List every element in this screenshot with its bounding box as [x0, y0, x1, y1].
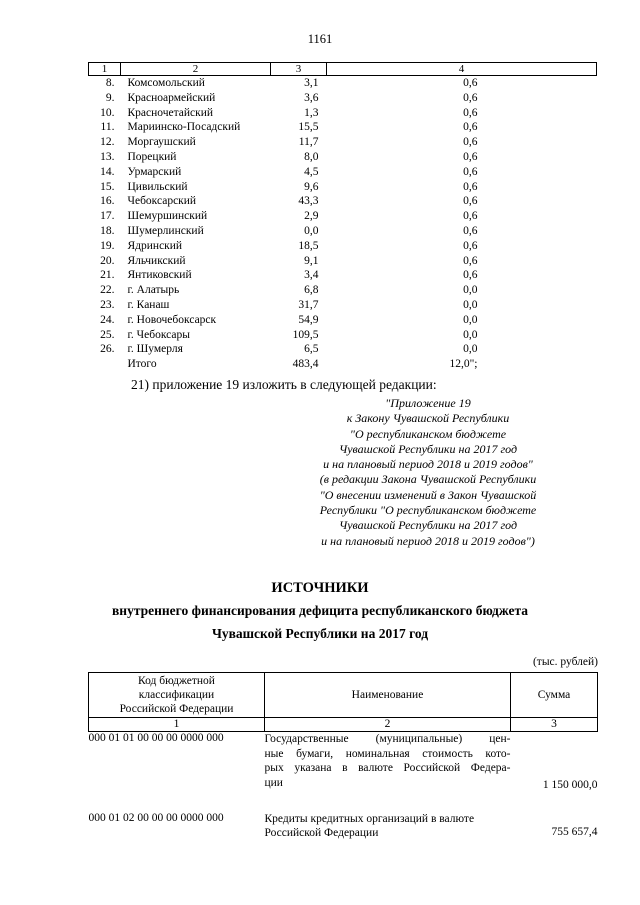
row-number: 25.	[100, 328, 115, 341]
column-number-2: 2	[265, 718, 511, 732]
source-name-line: Российской Федерации	[264, 827, 379, 839]
row-value: 15,5	[298, 121, 319, 134]
distribution-table	[88, 62, 597, 372]
source-name-line: рых указана в валюте Российской Федера-	[264, 762, 511, 774]
row-share: 0,6	[463, 269, 478, 282]
amount: 1 150 000,0	[542, 778, 598, 791]
row-value: 3,6	[304, 91, 319, 104]
row-value: 54,9	[298, 313, 319, 326]
row-value: 3,1	[304, 77, 319, 89]
table-row	[89, 328, 597, 343]
municipality-name: Мариинско-Посадский	[127, 121, 241, 134]
appendix-header	[268, 396, 588, 549]
municipality-name: Цивильский	[127, 180, 188, 193]
row-share: 0,6	[463, 106, 478, 119]
source-name-line: Кредиты кредитных организаций в валюте	[264, 812, 475, 825]
row-number	[89, 357, 121, 372]
row-number: 10.	[100, 106, 115, 119]
document-title: ИСТОЧНИКИ	[271, 580, 369, 596]
appendix-line: и на плановый период 2018 и 2019 годов")	[321, 533, 535, 548]
row-share: 0,6	[463, 136, 478, 149]
municipality-name: г. Шумерля	[127, 343, 183, 356]
municipality-name: Яльчикский	[127, 254, 186, 267]
row-value: 11,7	[298, 136, 319, 149]
municipality-name: Красночетайский	[127, 106, 214, 119]
source-name-line: Государственные (муниципальные) цен-	[264, 733, 511, 745]
table-row	[89, 91, 597, 106]
table-row	[89, 268, 597, 283]
row-value: 8,0	[304, 150, 319, 163]
table-row	[89, 194, 597, 209]
financing-sources-table	[88, 672, 598, 841]
column-number-row	[89, 718, 598, 732]
row-value: 483,4	[292, 358, 319, 371]
column-header-2: 2	[121, 63, 271, 76]
row-value: 43,3	[298, 195, 319, 208]
table-row	[89, 254, 597, 269]
row-share: 0,6	[463, 254, 478, 267]
table-row	[89, 209, 597, 224]
source-name-line: ные бумаги, номинальная стоимость кото-	[264, 747, 511, 760]
table-header-row	[89, 673, 598, 718]
sum-column-header: Сумма	[511, 673, 598, 718]
row-share: 0,0	[463, 313, 478, 326]
table-row	[89, 106, 597, 121]
municipality-name: Янтиковский	[127, 269, 192, 282]
row-number: 22.	[100, 284, 115, 297]
table-row	[89, 224, 597, 239]
source-name-line: ции	[264, 776, 283, 789]
municipality-name: Шемуршинский	[127, 210, 208, 223]
table-row	[89, 76, 597, 91]
row-share: 0,6	[463, 91, 478, 104]
row-value: 109,5	[292, 328, 319, 341]
table-body	[89, 732, 598, 841]
appendix-line: "О внесении изменений в Закон Чувашской	[319, 487, 537, 502]
municipality-name: г. Новочебоксарск	[127, 313, 217, 326]
column-header-1: 1	[89, 63, 121, 76]
document-subtitle: внутреннего финансирования дефицита республиканского бюджета	[112, 603, 528, 618]
municipality-name: Урмарский	[127, 165, 182, 178]
row-share: 0,6	[463, 195, 478, 208]
units-note: (тыс. рублей)	[532, 656, 598, 668]
row-value: 3,4	[304, 269, 319, 282]
municipality-name: Шумерлинский	[127, 224, 204, 237]
amount: 755 657,4	[551, 826, 598, 838]
municipality-name: г. Канаш	[127, 298, 170, 311]
row-value: 6,5	[304, 343, 319, 356]
row-number: 13.	[100, 150, 115, 163]
row-number: 15.	[100, 180, 115, 193]
row-number: 14.	[100, 165, 115, 178]
document-subtitle-2: Чувашской Республики на 2017 год	[211, 626, 429, 641]
row-value: 9,1	[304, 254, 319, 267]
row-share: 0,6	[463, 210, 478, 223]
table-row	[89, 342, 597, 357]
table-row	[89, 732, 598, 791]
table-row	[89, 180, 597, 195]
table-row	[89, 120, 597, 135]
table-header-row	[89, 63, 597, 76]
row-value: 1,3	[304, 106, 319, 119]
municipality-name: Ядринский	[127, 239, 183, 252]
row-value: 0,0	[304, 224, 319, 237]
table-row	[89, 357, 597, 372]
row-share: 0,0	[463, 284, 478, 297]
row-share: 0,0	[463, 328, 478, 341]
table-row	[89, 283, 597, 298]
source-name	[265, 791, 511, 841]
row-share: 0,6	[463, 150, 478, 163]
municipality-name: Чебоксарский	[127, 195, 197, 208]
row-number: 18.	[100, 224, 115, 237]
code-column-header: Код бюджетной классификации Российской Федерации	[89, 673, 265, 718]
row-number: 8.	[105, 77, 115, 89]
row-number: 16.	[100, 195, 115, 208]
row-value: 31,7	[298, 298, 319, 311]
municipality-name: г. Чебоксары	[127, 328, 190, 341]
page-number: 1161	[307, 32, 333, 46]
appendix-line: к Закону Чувашской Республики	[346, 411, 510, 426]
row-share: 0,6	[463, 224, 478, 237]
municipality-name: Порецкий	[127, 150, 177, 163]
row-number: 19.	[100, 239, 115, 252]
municipality-name: Итого	[127, 358, 157, 371]
column-header-4: 4	[327, 63, 597, 76]
row-value: 2,9	[304, 210, 319, 223]
row-value: 9,6	[304, 180, 319, 193]
budget-code: 000 01 02 00 00 00 0000 000	[88, 811, 224, 824]
column-number-3: 3	[511, 718, 598, 732]
table-row	[89, 313, 597, 328]
budget-code: 000 01 01 00 00 00 0000 000	[88, 732, 224, 744]
municipality-name: Красноармейский	[127, 91, 216, 104]
row-share: 0,6	[463, 239, 478, 252]
appendix-line: Республики "О республиканском бюджете	[319, 503, 537, 518]
row-number: 23.	[100, 298, 115, 311]
row-share: 0,0	[463, 298, 478, 311]
row-value: 6,8	[304, 284, 319, 297]
row-share: 12,0";	[449, 358, 478, 371]
row-value: 4,5	[304, 165, 319, 178]
row-value: 18,5	[298, 239, 319, 252]
row-number: 20.	[100, 254, 115, 267]
row-number: 12.	[100, 136, 115, 149]
table-row	[89, 150, 597, 165]
source-name	[265, 732, 511, 791]
table-body	[89, 76, 597, 372]
row-number: 21.	[100, 269, 115, 282]
instruction-text: 21) приложение 19 изложить в следующей редакции:	[131, 377, 437, 392]
appendix-line: "О республиканском бюджете	[349, 426, 507, 441]
row-number: 26.	[100, 343, 115, 356]
appendix-line: и на плановый период 2018 и 2019 годов"	[323, 457, 533, 472]
municipality-name: г. Алатырь	[127, 284, 180, 297]
table-row	[89, 135, 597, 150]
row-share: 0,6	[463, 77, 478, 89]
appendix-line: Чувашской Республики на 2017 год	[338, 518, 518, 533]
column-header-3: 3	[271, 63, 327, 76]
row-share: 0,6	[463, 180, 478, 193]
row-number: 9.	[105, 91, 115, 104]
name-column-header: Наименование	[265, 673, 511, 718]
table-row	[89, 165, 597, 180]
row-share: 0,0	[463, 343, 478, 356]
row-number: 17.	[100, 210, 115, 223]
municipality-name: Моргаушский	[127, 136, 196, 149]
appendix-line: (в редакции Закона Чувашской Республики	[319, 472, 537, 487]
table-row	[89, 239, 597, 254]
row-number: 11.	[100, 121, 115, 134]
row-share: 0,6	[463, 121, 478, 134]
table-row	[89, 298, 597, 313]
appendix-line: Чувашской Республики на 2017 год	[338, 441, 518, 456]
row-number: 24.	[100, 313, 115, 326]
table-row	[89, 791, 598, 841]
appendix-line: "Приложение 19	[385, 396, 471, 410]
municipality-name: Комсомольский	[127, 77, 205, 89]
row-share: 0,6	[463, 165, 478, 178]
column-number-1: 1	[89, 718, 265, 732]
